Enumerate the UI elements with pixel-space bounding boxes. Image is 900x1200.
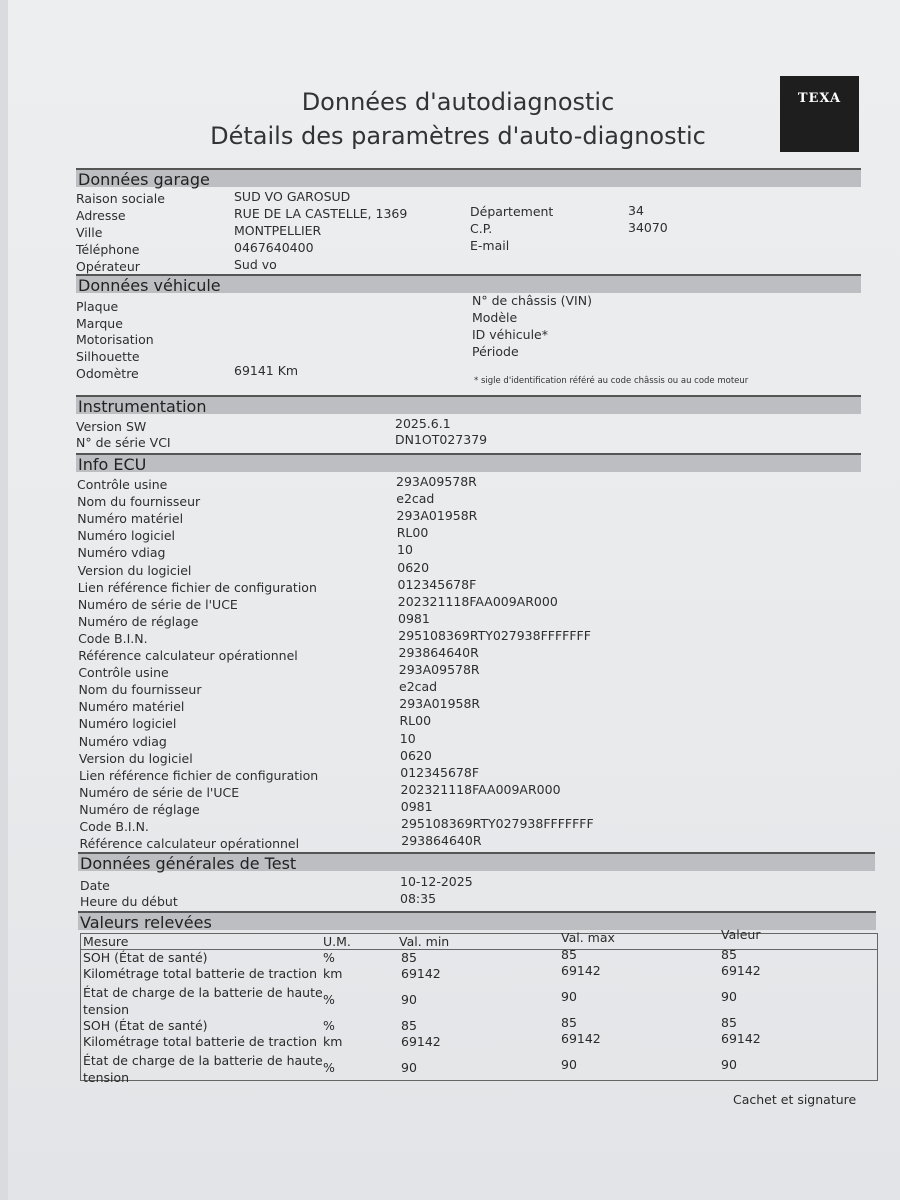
ecu-row-value: 012345678F bbox=[400, 764, 480, 780]
vehicule-modele-label: Modèle bbox=[472, 310, 518, 325]
cell-valeur: 85 bbox=[721, 947, 737, 962]
instr-sw-label: Version SW bbox=[76, 419, 147, 434]
col-um-header: U.M. bbox=[323, 934, 351, 949]
section-vehicule-header: Données véhicule bbox=[76, 274, 861, 293]
ecu-row-label: Version du logiciel bbox=[77, 562, 192, 578]
valeurs-table bbox=[80, 927, 878, 1085]
ecu-row-value: 10 bbox=[399, 730, 416, 746]
cell-mesure: SOH (État de santé) bbox=[83, 1018, 208, 1033]
cell-valeur: 85 bbox=[721, 1015, 737, 1030]
garage-dept-label: Département bbox=[470, 204, 554, 219]
garage-cp-value: 34070 bbox=[628, 220, 668, 235]
garage-raison-value: SUD VO GAROSUD bbox=[234, 189, 351, 204]
section-valeurs-header: Valeurs relevées bbox=[78, 911, 876, 930]
test-heure-value: 08:35 bbox=[400, 891, 437, 906]
ecu-row-value: 0981 bbox=[398, 610, 430, 626]
ecu-row-value: RL00 bbox=[399, 713, 432, 729]
cell-val-min: 90 bbox=[401, 1060, 417, 1075]
vehicule-plaque-label: Plaque bbox=[76, 299, 119, 314]
cell-val-max: 69142 bbox=[561, 963, 601, 978]
ecu-row-label: Nom du fournisseur bbox=[77, 494, 201, 510]
ecu-row-label: Numéro vdiag bbox=[77, 545, 166, 561]
cell-val-min: 90 bbox=[401, 992, 417, 1007]
cell-um: km bbox=[323, 966, 343, 981]
ecu-row-value: 293A09578R bbox=[396, 474, 477, 489]
garage-ville-label: Ville bbox=[76, 225, 103, 240]
section-instrumentation-header: Instrumentation bbox=[76, 395, 861, 414]
cell-valeur: 69142 bbox=[721, 1031, 761, 1046]
vehicule-footnote: * sigle d'identification référé au code châssis ou au code moteur bbox=[474, 376, 749, 386]
instr-sw-value: 2025.6.1 bbox=[395, 416, 451, 431]
vehicule-marque-label: Marque bbox=[76, 316, 123, 331]
ecu-row-label: Numéro logiciel bbox=[78, 716, 177, 732]
garage-tel-value: 0467640400 bbox=[234, 240, 314, 255]
ecu-row-value: 293A09578R bbox=[398, 662, 480, 678]
section-ecu-header: Info ECU bbox=[76, 453, 861, 472]
instr-vci-value: DN1OT027379 bbox=[395, 432, 488, 447]
cell-um: % bbox=[323, 992, 335, 1007]
cell-val-min: 85 bbox=[401, 1018, 417, 1033]
section-test-header: Données générales de Test bbox=[78, 852, 875, 871]
ecu-row-label: Version du logiciel bbox=[78, 750, 193, 766]
cell-mesure: État de charge de la batterie de haute tension bbox=[83, 985, 323, 1017]
col-min-header: Val. min bbox=[399, 934, 450, 949]
garage-tel-label: Téléphone bbox=[76, 242, 140, 257]
vehicule-periode-label: Période bbox=[472, 344, 519, 359]
vehicule-motorisation-label: Motorisation bbox=[76, 332, 154, 347]
ecu-row-value: e2cad bbox=[396, 491, 435, 507]
ecu-row-value: 0620 bbox=[397, 559, 430, 575]
ecu-row-label: Lien référence fichier de configuration bbox=[79, 767, 319, 783]
ecu-row-label: Code B.I.N. bbox=[78, 630, 148, 646]
section-garage-header: Données garage bbox=[76, 168, 861, 187]
ecu-row-value: 202321118FAA009AR000 bbox=[400, 781, 561, 797]
ecu-row-value: 293864640R bbox=[398, 645, 479, 660]
ecu-row-label: Nom du fournisseur bbox=[78, 682, 202, 698]
vehicule-id-label: ID véhicule* bbox=[472, 327, 548, 342]
garage-ville-value: MONTPELLIER bbox=[234, 223, 322, 238]
cell-val-max: 90 bbox=[561, 989, 577, 1004]
cell-um: km bbox=[323, 1034, 343, 1049]
cell-um: % bbox=[323, 950, 335, 965]
ecu-row-label: Contrôle usine bbox=[77, 477, 168, 492]
cell-mesure: État de charge de la batterie de haute tension bbox=[83, 1053, 323, 1085]
cell-val-min: 85 bbox=[401, 950, 417, 965]
instr-vci-label: N° de série VCI bbox=[76, 435, 171, 450]
ecu-row-label: Numéro logiciel bbox=[77, 528, 176, 544]
ecu-row-value: 295108369RTY027938FFFFFFF bbox=[398, 627, 591, 643]
cell-mesure: SOH (État de santé) bbox=[83, 950, 208, 965]
test-date-label: Date bbox=[80, 878, 110, 893]
garage-email-label: E-mail bbox=[470, 238, 510, 253]
ecu-row-value: 293A01958R bbox=[399, 696, 481, 712]
garage-cp-label: C.P. bbox=[470, 221, 493, 236]
ecu-row-label: Code B.I.N. bbox=[79, 819, 149, 834]
page-title: Données d'autodiagnostic bbox=[301, 88, 615, 116]
ecu-row-label: Numéro matériel bbox=[77, 511, 184, 527]
vehicule-silhouette-label: Silhouette bbox=[76, 349, 140, 364]
ecu-row-value: 293A01958R bbox=[396, 508, 478, 524]
texa-logo: TEXA bbox=[780, 76, 859, 152]
garage-raison-label: Raison sociale bbox=[76, 191, 165, 206]
cell-um: % bbox=[323, 1060, 335, 1075]
test-heure-label: Heure du début bbox=[80, 894, 178, 909]
ecu-row-label: Numéro matériel bbox=[78, 699, 185, 715]
ecu-row-value: 293864640R bbox=[401, 833, 482, 849]
test-date-value: 10-12-2025 bbox=[400, 874, 473, 889]
ecu-row-label: Contrôle usine bbox=[78, 665, 169, 681]
ecu-row-label: Numéro vdiag bbox=[78, 733, 167, 749]
garage-operateur-label: Opérateur bbox=[76, 259, 140, 274]
ecu-row-label: Numéro de série de l'UCE bbox=[79, 784, 240, 800]
cell-val-min: 69142 bbox=[401, 1034, 441, 1049]
ecu-row-label: Numéro de série de l'UCE bbox=[77, 596, 238, 612]
garage-adresse-value: RUE DE LA CASTELLE, 1369 bbox=[234, 206, 408, 221]
ecu-row-value: 0620 bbox=[400, 747, 432, 763]
cell-valeur: 90 bbox=[721, 989, 737, 1004]
cell-mesure: Kilométrage total batterie de traction bbox=[83, 966, 317, 981]
cell-um: % bbox=[323, 1018, 335, 1033]
cell-val-max: 90 bbox=[561, 1057, 577, 1072]
ecu-row-label: Lien référence fichier de configuration bbox=[77, 579, 317, 595]
garage-operateur-value: Sud vo bbox=[234, 257, 277, 272]
vehicule-vin-label: N° de châssis (VIN) bbox=[472, 293, 592, 308]
stamp-signature-label: Cachet et signature bbox=[733, 1092, 857, 1107]
cell-mesure: Kilométrage total batterie de traction bbox=[83, 1034, 317, 1049]
ecu-row-value: 012345678F bbox=[397, 576, 477, 592]
ecu-row-value: 10 bbox=[397, 542, 413, 558]
cell-valeur: 90 bbox=[721, 1057, 737, 1072]
cell-val-max: 85 bbox=[561, 947, 577, 962]
garage-dept-value: 34 bbox=[628, 203, 644, 218]
document-page bbox=[8, 0, 900, 1200]
cell-val-max: 69142 bbox=[561, 1031, 601, 1046]
garage-adresse-label: Adresse bbox=[76, 208, 126, 223]
cell-valeur: 69142 bbox=[721, 963, 761, 978]
ecu-row-label: Numéro de réglage bbox=[79, 801, 200, 817]
ecu-row-value: 295108369RTY027938FFFFFFF bbox=[401, 816, 594, 831]
ecu-row-value: 0981 bbox=[400, 798, 433, 814]
ecu-row-value: RL00 bbox=[396, 525, 429, 541]
ecu-row-label: Numéro de réglage bbox=[77, 613, 199, 629]
col-max-header: Val. max bbox=[561, 930, 615, 945]
ecu-row-value: e2cad bbox=[399, 679, 438, 695]
page-subtitle: Détails des paramètres d'auto-diagnostic bbox=[210, 122, 706, 150]
cell-val-min: 69142 bbox=[401, 966, 441, 981]
col-mesure-header: Mesure bbox=[83, 934, 129, 949]
vehicule-odometre-value: 69141 Km bbox=[234, 363, 299, 378]
ecu-row-value: 202321118FAA009AR000 bbox=[397, 593, 558, 609]
ecu-row-label: Référence calculateur opérationnel bbox=[79, 836, 300, 852]
vehicule-odometre-label: Odomètre bbox=[76, 366, 139, 381]
cell-val-max: 85 bbox=[561, 1015, 577, 1030]
ecu-row-label: Référence calculateur opérationnel bbox=[78, 648, 298, 663]
col-valeur-header: Valeur bbox=[721, 927, 761, 942]
